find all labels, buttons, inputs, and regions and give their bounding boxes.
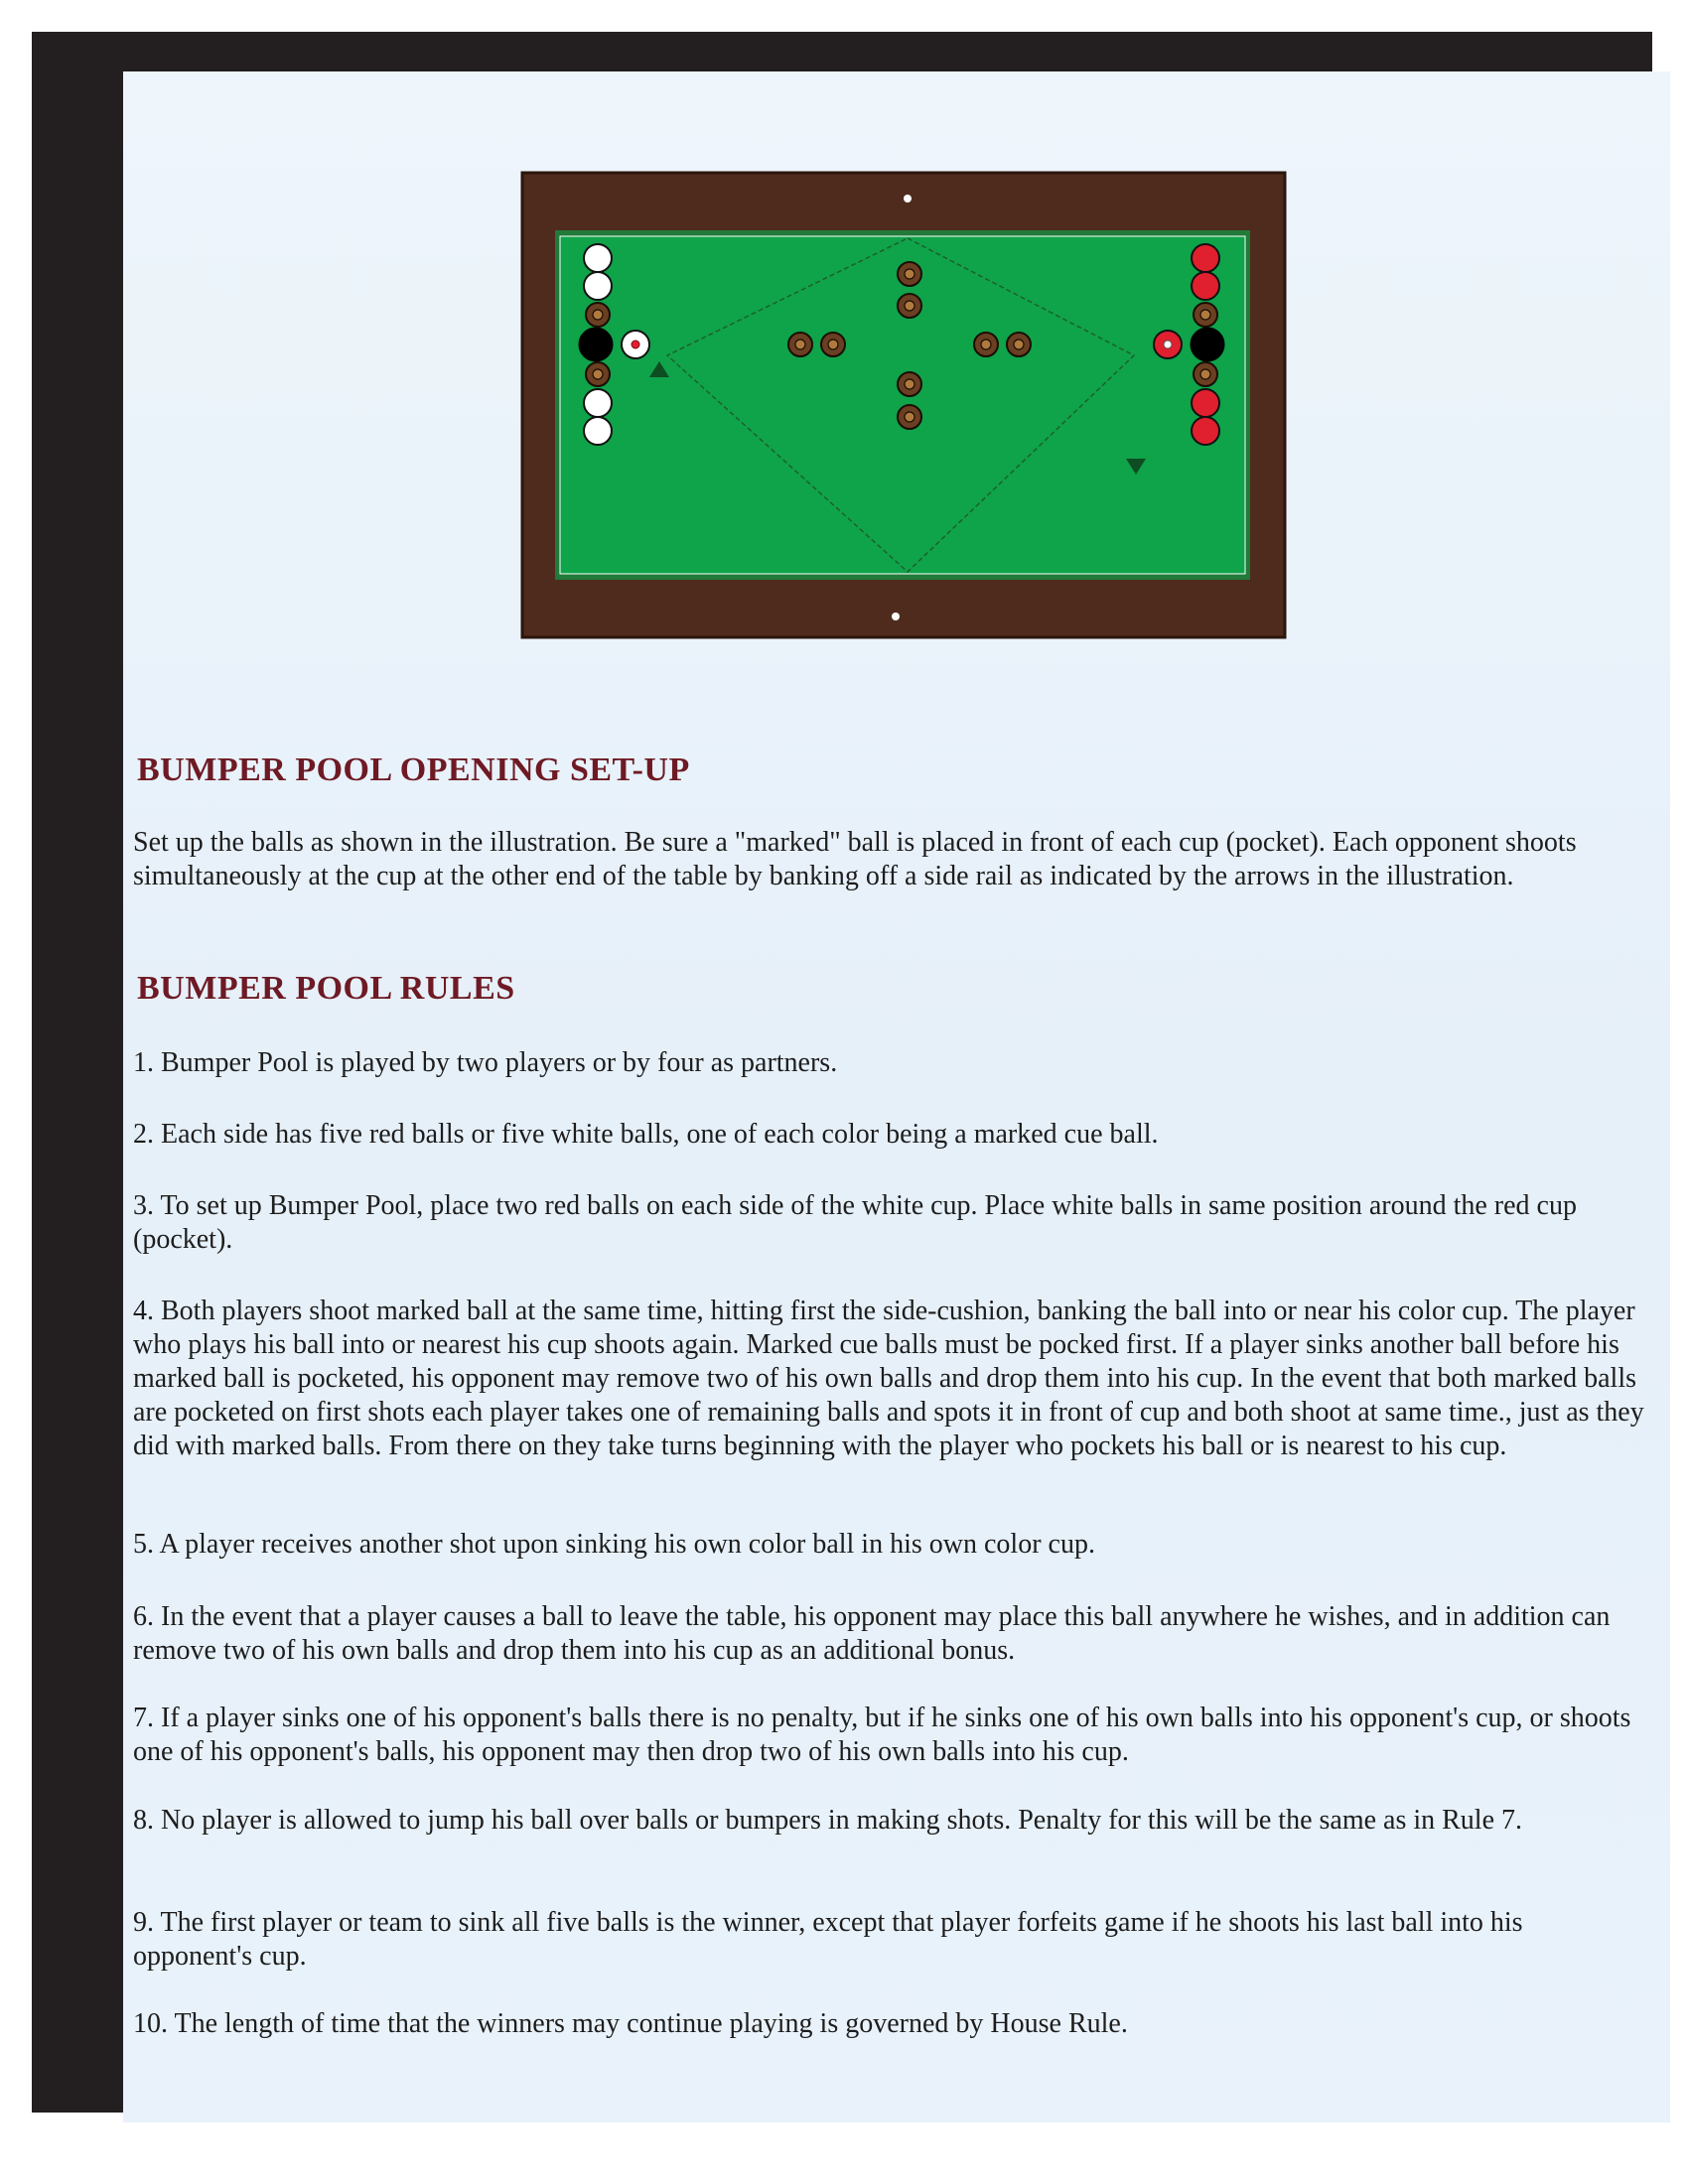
rail-sight-bottom [892,613,900,620]
center-bumper-center [828,340,838,349]
white-ball [584,272,612,300]
center-bumper-center [905,379,914,389]
page-border [32,32,1652,2113]
red-cup [1191,328,1224,361]
center-bumper-center [1014,340,1024,349]
setup-paragraph: Set up the balls as shown in the illustration. Be sure a "marked" ball is placed in front of each cup (pocket). Each opponent shoots simultaneously at the cup at the other end of the table by banking off a side rail as indicated by the arrows in the illustration. [133,827,1577,891]
red-ball [1192,244,1219,272]
setup-heading: BUMPER POOL OPENING SET-UP [137,751,690,788]
red-ball [1192,272,1219,300]
center-bumper-center [905,412,914,422]
rule-item: 8. No player is allowed to jump his ball over balls or bumpers in making shots. Penalty for this will be the same as in Rule 7. [133,1805,1523,1836]
bumper-center [1200,369,1210,379]
rule-item: 7. If a player sinks one of his opponent's balls there is no penalty, but if he sinks one of his own balls into his opponent's cup, or shoots one of his opponent's balls, his opponent may then drop two of his own balls into his cup. [133,1703,1631,1767]
rule-item: 4. Both players shoot marked ball at the same time, hitting first the side-cushion, banking the ball into or near his color cup. The player who plays his ball into or nearest his cup shoots again. Marked cue balls must be pocked first. If a player sinks another ball before his marked ball is pocketed, his opponent may remove two of his own balls and drop them into his cup. In the event that both marked balls are pocketed on first shots each player takes one of remaining balls and spots it in front of cup and both shoot at same time., just as they did with marked balls. From there on they take turns beginning with the player who pockets his ball or is nearest to his cup. [133,1296,1644,1461]
center-bumper-center [795,340,805,349]
rule-item: 2. Each side has five red balls or five white balls, one of each color being a marked cue ball. [133,1119,1159,1150]
table-felt [560,236,1245,574]
marked-white-ball-dot [632,341,639,348]
bumper-center [1200,310,1210,320]
center-bumper-center [905,301,914,311]
rules-heading: BUMPER POOL RULES [137,970,515,1007]
rail-sight-top [904,195,912,203]
white-ball [584,244,612,272]
rule-item: 10. The length of time that the winners may continue playing is governed by House Rule. [133,2008,1128,2039]
white-ball [584,417,612,445]
rule-item: 6. In the event that a player causes a ball to leave the table, his opponent may place this ball anywhere he wishes, and in addition can remove two of his own balls and drop them into his cup as an additional bonus. [133,1601,1611,1666]
marked-red-ball-dot [1164,341,1172,348]
white-cup [579,328,613,361]
red-ball [1192,417,1219,445]
red-ball [1192,389,1219,417]
rule-item: 3. To set up Bumper Pool, place two red balls on each side of the white cup. Place white balls in same position around the red cup (pocket). [133,1190,1577,1255]
white-ball [584,389,612,417]
center-bumper-center [981,340,991,349]
bumper-center [593,369,603,379]
center-bumper-center [905,269,914,279]
bumper-pool-table-diagram [520,171,1287,639]
rule-item: 5. A player receives another shot upon sinking his own color ball in his own color cup. [133,1529,1095,1560]
rule-item: 9. The first player or team to sink all five balls is the winner, except that player forfeits game if he shoots his last ball into his opponent's cup. [133,1907,1523,1972]
rule-item: 1. Bumper Pool is played by two players or by four as partners. [133,1047,838,1078]
document-page [123,71,1670,2122]
bumper-center [593,310,603,320]
